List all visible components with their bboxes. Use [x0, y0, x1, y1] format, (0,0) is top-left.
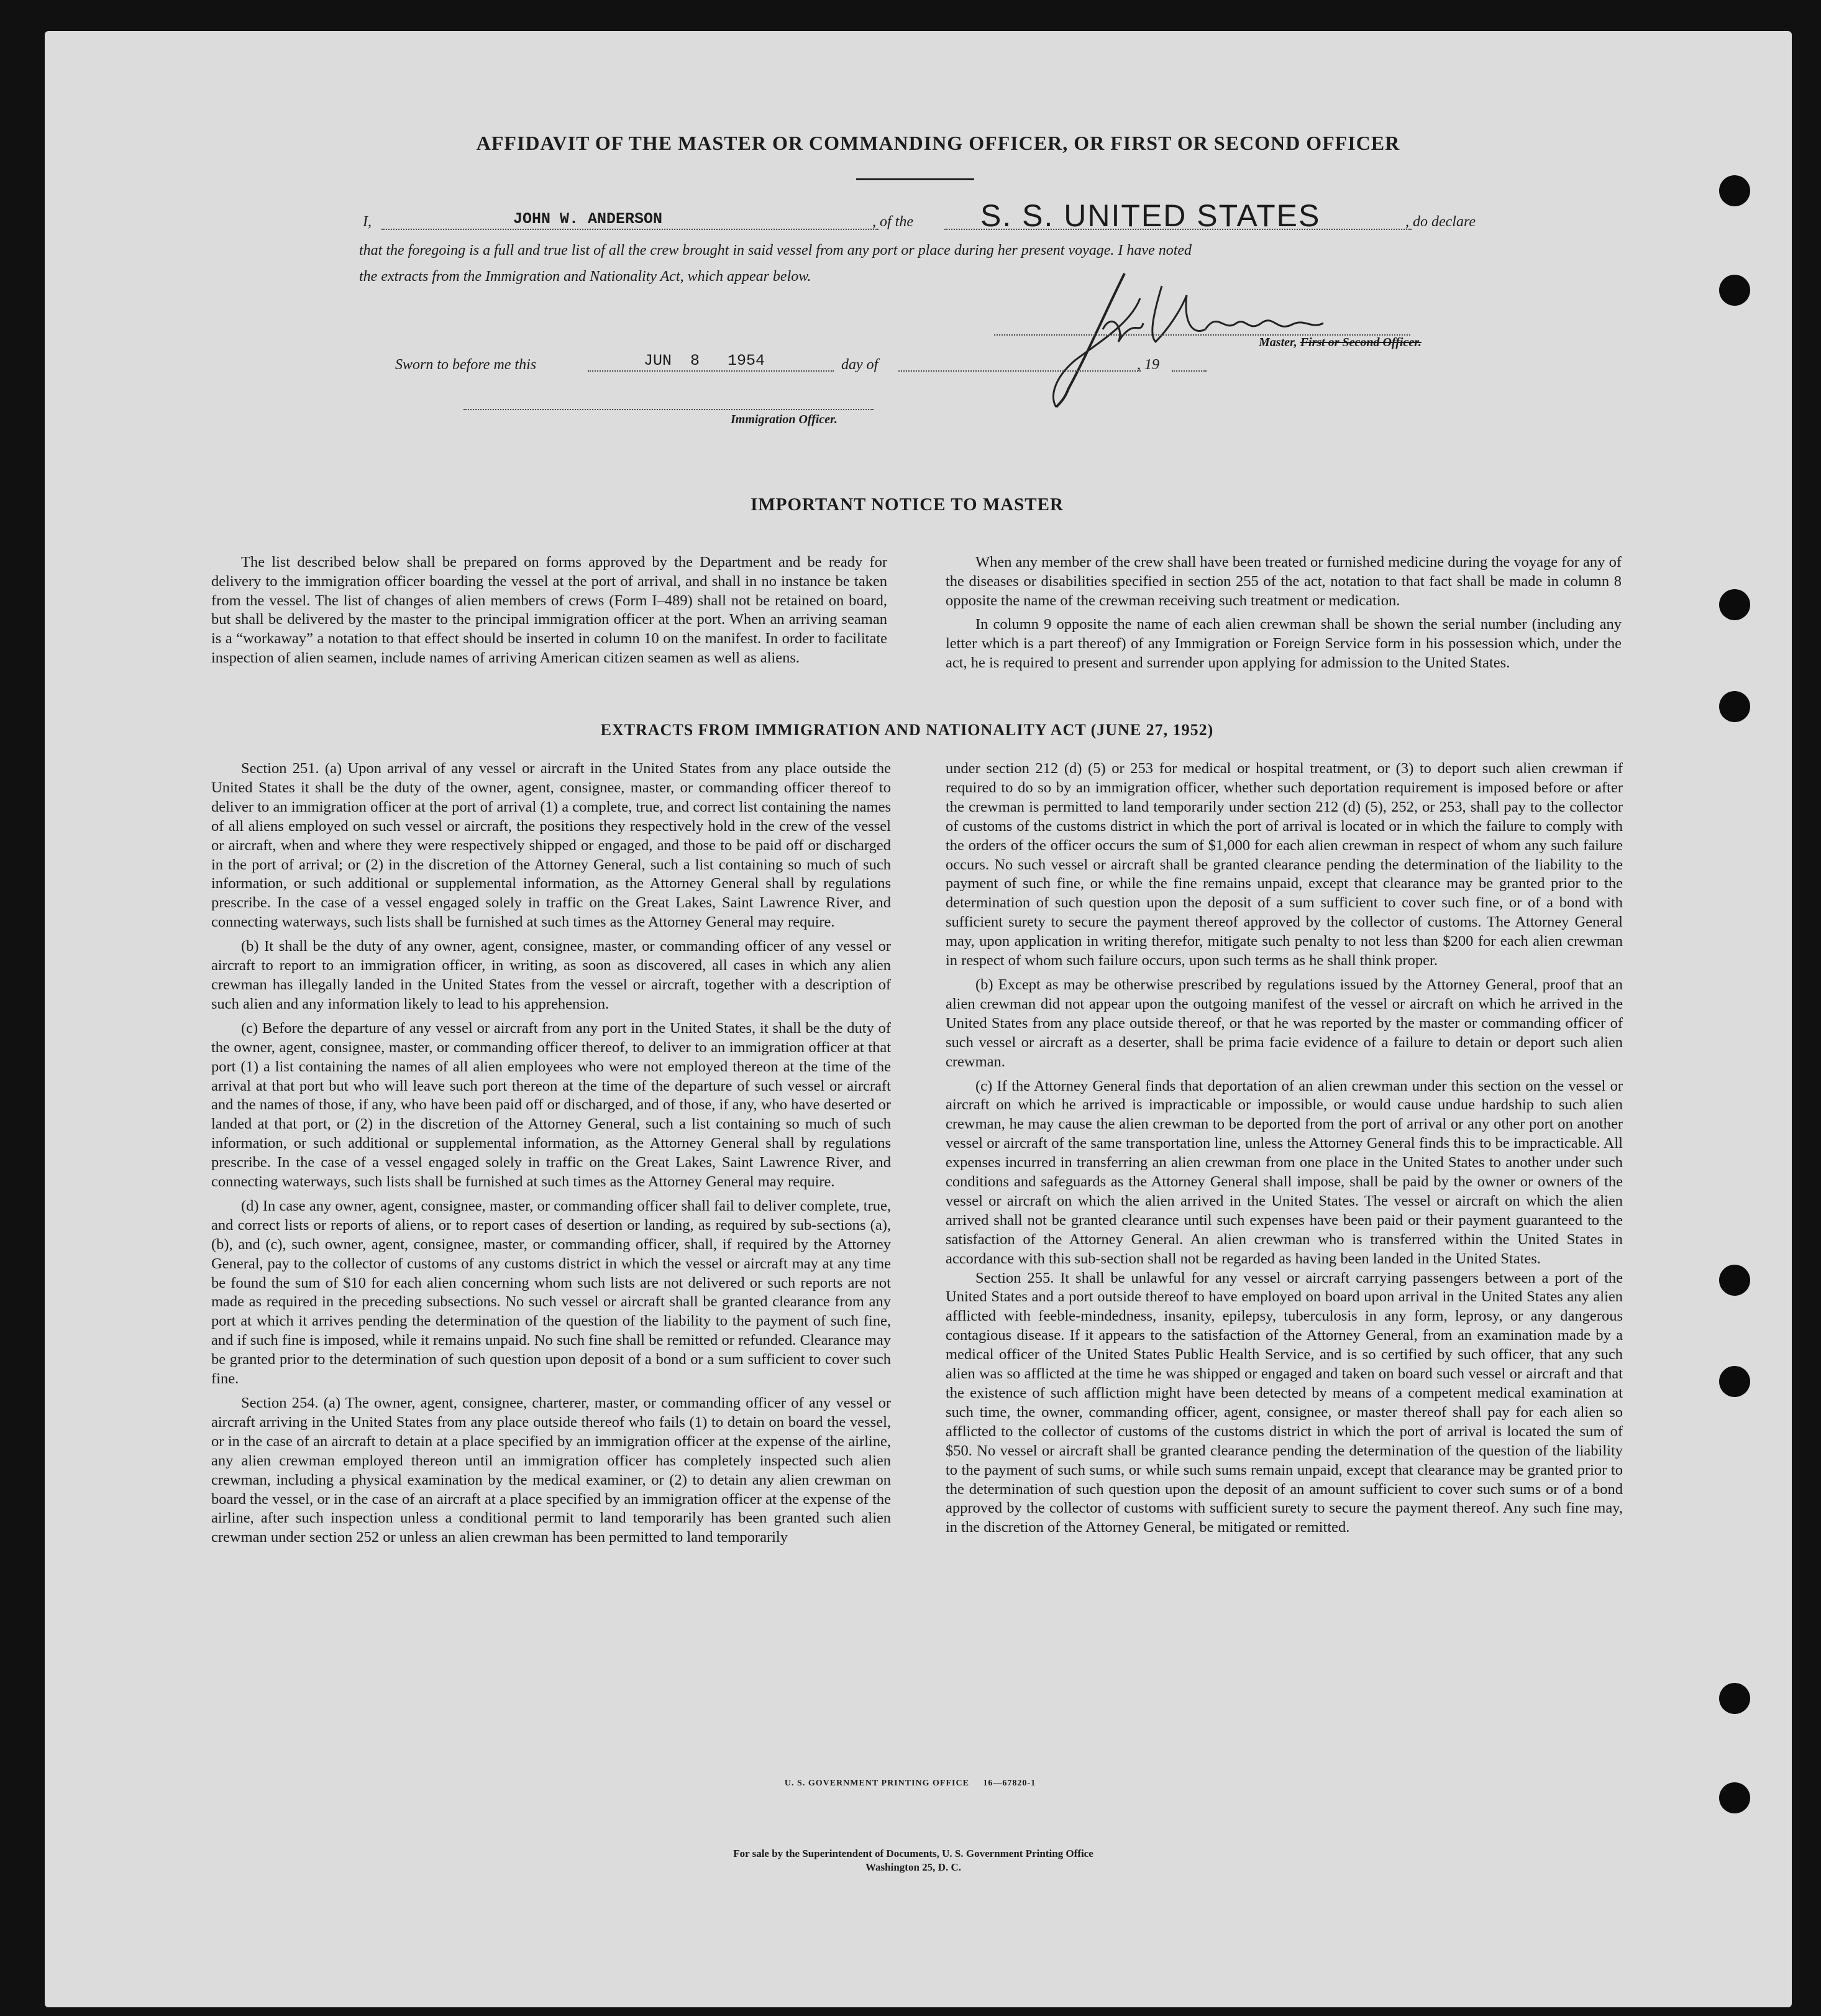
binder-hole	[1719, 589, 1750, 620]
binder-hole	[1719, 1683, 1750, 1714]
signature-line	[994, 316, 1410, 336]
extracts-left-column	[211, 759, 891, 1547]
notice-title: IMPORTANT NOTICE TO MASTER	[751, 495, 1064, 515]
act-section-254c: (c) If the Attorney General finds that deportation of an alien crewman under this section on the vessel or aircraft on which he arrived is impracticable or impossible, or would cause undue hardship to such alien crewman, he may cause the alien crewman to be deported from the port of arrival or any other port on another vessel or aircraft of the same transportation line, unless the Attorney General finds this to be impracticable. All expenses incurred in transferring an alien crewman from one place in the United States to another under such conditions and safeguards as the Attorney General shall impose, shall be paid by the owner or owners of the vessel or aircraft on which the alien arrived in the United States. The vessel or aircraft on which the alien arrived shall not be granted clearance until such expenses have been paid or their payment guaranteed to the satisfaction of the Attorney General. An alien crewman who is transferred within the United States in accordance with this sub-section shall not be regarded as having been landed in the United States.	[946, 1077, 1623, 1267]
notice-paragraph: The list described below shall be prepared on forms approved by the Department and be ready for delivery to the immigration officer boarding the vessel at the port of arrival, and shall in no instance be taken from the vessel. The list of changes of alien members of crews (Form I–489) shall not be retained on board, but shall be delivered by the master to the principal immigration officer at the port. When an arriving seaman is a “workaway” a notation to that effect should be inserted in column 10 on the manifest. In order to facilitate inspection of alien seamen, include names of arriving American citizen seamen as well as aliens.	[211, 554, 887, 666]
gpo-imprint: U. S. GOVERNMENT PRINTING OFFICE 16—67820-1	[784, 1779, 1036, 1788]
act-section-254a-cont: under section 212 (d) (5) or 253 for medical or hospital treatment, or (3) to deport such alien crewman if required to do so by an immigration officer, whether such deportation requirement is imposed before or after the crewman is permitted to land temporarily under section 212 (d) (5), 252, or 253, shall pay to the collector of customs of the customs district in which the port of arrival is located or in which the failure to comply with the orders of the officer occurs the sum of $1,000 for each alien crewman in respect of whom any such failure occurs. No such vessel or aircraft shall be granted clearance pending the determination of the liability to the payment of such fine, or while the fine remains unpaid, except that clearance may be granted prior to the determination of such question upon the deposit of a sum sufficient to cover such fine, or of a bond with sufficient surety to secure the payment thereof approved by the collector of customs. The Attorney General may, upon application in writing therefor, mitigate such penalty to not less than $200 for each alien crewman in respect of whom such failure occurs, upon such terms as he shall think proper.	[946, 760, 1623, 969]
month-field-line	[898, 352, 1141, 372]
notice-left-column	[211, 553, 887, 668]
sale-notice-line-2: Washington 25, D. C.	[865, 1861, 961, 1873]
extracts-right-column	[946, 759, 1623, 1537]
sworn-date: JUN 8 1954	[644, 352, 765, 370]
affidavit-title: AFFIDAVIT OF THE MASTER OR COMMANDING OFFICER, OR FIRST OR SECOND OFFICER	[476, 132, 1400, 154]
act-section-251c: (c) Before the departure of any vessel or aircraft from any port in the United States, it shall be the duty of the owner, agent, consignee, master, or commanding officer thereof, to deliver to an immigration officer at that port (1) a list containing the names of all alien employees who were not employed thereon at the time of the arrival at that port but who will leave such port thereon at the time of the departure of such vessel or aircraft and the names of those, if any, who have been paid off or discharged, and of those, if any, who have deserted or landed at that port, or (2) in the discretion of the Attorney General, such a list containing so much of such information, or such additional or supplemental information, as the Attorney General shall by regulations prescribe. In the case of a vessel engaged solely in traffic on the Great Lakes, Saint Lawrence River, and connecting waterways, such lists shall be furnished at such times as the Attorney General may require.	[211, 1019, 891, 1191]
do-declare-label: , do declare	[1405, 214, 1476, 230]
notice-right-column	[946, 553, 1622, 673]
binder-hole	[1719, 175, 1750, 206]
extracts-title: EXTRACTS FROM IMMIGRATION AND NATIONALITY ACT (JUNE 27, 1952)	[600, 721, 1214, 739]
act-section-255: Section 255. It shall be unlawful for any vessel or aircraft carrying passengers between a port of the United States and a port outside thereof to have employed on board upon arrival in the United States any alien afflicted with feeble-mindedness, insanity, epilepsy, tuberculosis in any form, leprosy, or any dangerous contagious disease. If it appears to the satisfaction of the Attorney General, from an examination made by a medical officer of the United States Public Health Service, and is so certified by such officer, that any such alien was so afflicted at the time he was shipped or engaged and taken on board such vessel or aircraft and that the existence of such affliction might have been detected by means of a competent medical examination at such time, the owner, commanding officer, agent, consignee, or master thereof shall pay for each alien so afflicted to the collector of customs of the customs district in which the port of arrival is located the sum of $50. No vessel or aircraft shall be granted clearance pending the determination of the question of the liability to the payment of such sums, or while such sums remain unpaid, except that clearance may be granted prior to the determination of such question upon the deposit of an amount sufficient to cover such sums or of a bond approved by the collector of customs with sufficient surety to secure the payment thereof. Any such fine may, in the discretion of the Attorney General, be mitigated or remitted.	[946, 1269, 1623, 1536]
signature-title	[1259, 336, 1422, 350]
act-section-254b: (b) Except as may be otherwise prescribed by regulations issued by the Attorney General, proof that an alien crewman did not appear upon the outgoing manifest of the vessel or aircraft on which he arrived in the United States from any place outside thereof, or that he was reported by the master or commanding officer of such vessel or aircraft as a deserter, shall be prima facie evidence of a failure to detain or deport such alien crewman.	[946, 976, 1623, 1070]
sale-notice-line-1: For sale by the Superintendent of Documents, U. S. Government Printing Office	[733, 1848, 1093, 1859]
binder-hole	[1719, 1782, 1750, 1813]
notice-paragraph: In column 9 opposite the name of each alien crewman shall be shown the serial number (including any letter which is a part thereof) of any Immigration or Foreign Service form in his possession which, under the act, he is required to present and surrender upon applying for admission to the United States.	[946, 616, 1622, 671]
binder-hole	[1719, 1265, 1750, 1296]
of-the-label: , of the	[872, 214, 913, 230]
day-of-label: day of	[841, 357, 879, 373]
act-section-251d: (d) In case any owner, agent, consignee, master, or commanding officer shall fail to deliver complete, true, and correct lists or reports of aliens, or to report cases of desertion or landing, as required by sub-sections (a), (b), and (c), such owner, agent, consignee, master, or commanding officer, shall, if required by the Attorney General, pay to the collector of customs of any customs district in which the vessel or aircraft may at any time be found the sum of $10 for each alien concerning whom such lists are not delivered or such reports are not made as required in the preceding subsections. No such vessel or aircraft shall be granted clearance from any port at which it arrives pending the determination of the question of the liability to the payment of such fine, and if such fine is imposed, while it remains unpaid. No such fine shall be remitted or refunded. Clearance may be granted prior to the determination of such question upon deposit of a bond or a sum sufficient to cover such fine.	[211, 1197, 891, 1388]
immigration-officer-line	[463, 390, 874, 410]
act-section-251b: (b) It shall be the duty of any owner, agent, consignee, master, or commanding officer of any vessel or aircraft to report to an immigration officer, in writing, as soon as discovered, all cases in which any alien crewman has illegally landed in the United States from the vessel or aircraft, together with a description of such alien and any information likely to lead to his apprehension.	[211, 938, 891, 1012]
vessel-name: S. S. UNITED STATES	[980, 198, 1321, 233]
binder-hole	[1719, 275, 1750, 306]
act-section-254a: Section 254. (a) The owner, agent, consignee, charterer, master, or commanding officer of any vessel or aircraft arriving in the United States from any place outside thereof who fails (1) to detain on board the vessel, or in the case of an aircraft to detain at a place specified by an immigration officer at the expense of the airline, any alien crewman employed thereon until an immigration officer has completely inspected such alien crewman, including a physical examination by the medical examiner, or (2) to detain any alien crewman on board the vessel, or in the case of an aircraft at a place specified by an immigration officer at the expense of the airline, after such inspection unless a conditional permit to land temporarily has been granted such alien crewman under section 252 or unless an alien crewman has been permitted to land temporarily	[211, 1395, 891, 1546]
sworn-label: Sworn to before me this	[395, 357, 537, 373]
master-name: JOHN W. ANDERSON	[513, 210, 663, 228]
act-section-251a: Section 251. (a) Upon arrival of any vessel or aircraft in the United States from any place outside the United States it shall be the duty of the owner, agent, consignee, master, or commanding officer thereof to deliver to an immigration officer at the port of arrival (1) a complete, true, and correct list containing the names of all aliens employed on such vessel or aircraft, the positions they respectively hold in the crew of the vessel or aircraft, when and where they were respectively shipped or engaged, and those to be paid off or discharged in the port of arrival; or (2) in the discretion of the Attorney General, such a list containing so much of such information, or such additional or supplemental information, as the Attorney General shall by regulations prescribe. In the case of a vessel engaged solely in traffic on the Great Lakes, Saint Lawrence River, and connecting waterways, such lists shall be furnished at such times as the Attorney General may require.	[211, 760, 891, 931]
title-divider	[856, 178, 974, 180]
year-field-line	[1172, 352, 1207, 372]
notice-paragraph: When any member of the crew shall have been treated or furnished medicine during the voyage for any of the diseases or disabilities specified in section 255 of the act, notation to that fact shall be made in column 8 opposite the name of the crewman receiving such treatment or medication.	[946, 554, 1622, 609]
declaration-line-2: the extracts from the Immigration and Nationality Act, which appear below.	[359, 268, 811, 285]
title-master: Master,	[1259, 336, 1297, 349]
binder-hole	[1719, 691, 1750, 722]
title-struck-officer: First or Second Officer.	[1300, 336, 1422, 349]
declaration-line-1: that the foregoing is a full and true list of all the crew brought in said vessel from any port or place during her present voyage. I have noted	[359, 242, 1192, 259]
i-label: I,	[363, 214, 372, 230]
immigration-officer-label: Immigration Officer.	[731, 413, 837, 426]
binder-hole	[1719, 1366, 1750, 1397]
year-label: , 19	[1137, 357, 1159, 373]
